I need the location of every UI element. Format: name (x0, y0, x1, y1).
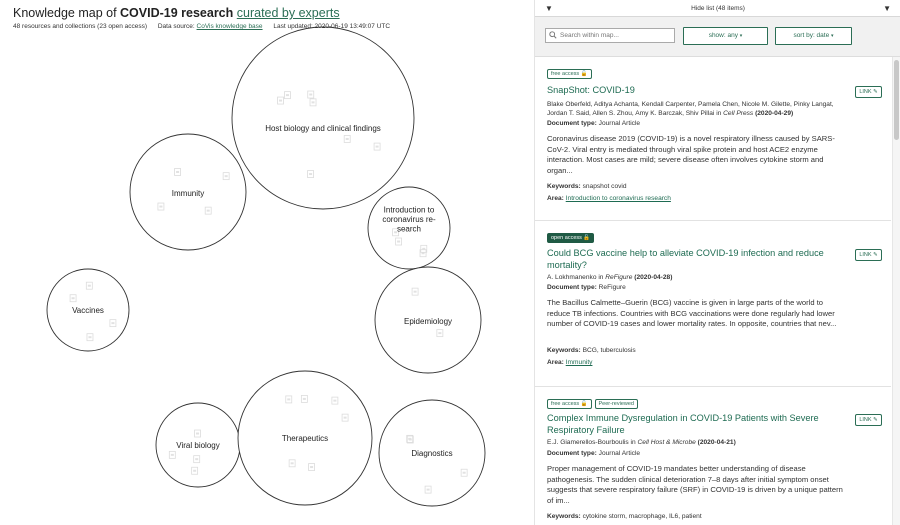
bubble-epidemiology[interactable] (375, 267, 481, 373)
document-icon-mark (312, 101, 315, 103)
item-title[interactable]: SnapShot: COVID-19 (547, 85, 635, 95)
map-subtitle (13, 23, 390, 30)
collapse-arrow-icon-right[interactable]: ▼ (883, 4, 891, 13)
bubble-label[interactable]: Diagnostics (411, 449, 453, 458)
badges (547, 69, 595, 79)
list-panel (534, 0, 900, 525)
search-icon (549, 31, 557, 39)
item-authors: A. Lokhmanenko in ReFigure (2020-04-28) (547, 274, 673, 281)
document-icon-mark (195, 458, 198, 460)
scroll-thumb[interactable] (894, 60, 899, 140)
document-icon-mark (310, 466, 313, 468)
badges (547, 399, 641, 409)
document-icon-mark (176, 171, 179, 173)
bubble-vaccines[interactable] (47, 269, 129, 351)
bubble-label[interactable]: Vaccines (72, 306, 104, 315)
document-icon-mark (408, 438, 411, 440)
document-icon-mark (193, 470, 196, 472)
last-updated: Last updated: 2020-06-19 13:49:07 UTC (273, 23, 391, 30)
bubble-label[interactable]: Immunity (171, 189, 205, 198)
chevron-down-icon: ▾ (831, 33, 834, 39)
document-icon-mark (72, 297, 75, 299)
access-badge: free access 🔓 (547, 69, 592, 79)
badges (547, 233, 597, 243)
list-toolbar (535, 17, 900, 57)
document-icon-mark (333, 400, 336, 402)
item-doc-type: Document type: Journal Article (547, 450, 641, 457)
curated-by-experts-link[interactable]: curated by experts (236, 6, 340, 20)
search-input[interactable] (545, 28, 675, 43)
bubble-viral-biology[interactable] (156, 403, 240, 487)
bubble-label[interactable]: Introduction to (383, 205, 435, 215)
document-icon-mark (171, 454, 174, 456)
area-link[interactable]: Immunity (565, 359, 593, 366)
document-icon-mark (286, 94, 289, 96)
item-abstract: Proper management of COVID-19 mandates better understanding of disease pathogenesis. The sudden clinical deterioration 7–8 days after initial symptom onset suggests that severe respiratory failure (SRF) in COVID-19 is driven by a unique pattern of im... (547, 464, 843, 505)
item-keywords: Keywords: BCG, tuberculosis (547, 347, 636, 354)
map-title-topic: COVID-19 research (120, 6, 234, 20)
document-icon-mark (438, 332, 441, 334)
bubble-host-biology[interactable] (232, 27, 414, 209)
external-link-button[interactable]: LINK ✎ (855, 249, 882, 261)
bubble-circle[interactable] (232, 27, 414, 209)
item-doc-type: Document type: Journal Article (547, 120, 641, 127)
document-icon-mark (111, 322, 114, 324)
bubble-label[interactable]: Viral biology (176, 441, 220, 450)
list-item[interactable] (535, 57, 891, 221)
bubble-label[interactable]: Host biology and clinical findings (265, 124, 381, 133)
hide-list-bar[interactable] (535, 0, 900, 17)
document-icon-mark (376, 146, 379, 148)
item-keywords: Keywords: snapshot covid (547, 183, 627, 190)
document-icon-mark (344, 417, 347, 419)
show-filter-dropdown[interactable] (683, 27, 768, 45)
document-icon-mark (287, 398, 290, 400)
bubble-introduction[interactable] (368, 187, 450, 269)
document-icon-mark (159, 206, 162, 208)
item-abstract: Coronavirus disease 2019 (COVID-19) is a novel respiratory illness caused by SARS-CoV-2. Viral entry is mediated through viral spike protein and host ACE2 enzyme interaction. Most cases are mild; severe disease often involves cytokine storm and organ... (547, 134, 835, 175)
document-icon-mark (196, 433, 199, 435)
hide-list-label[interactable]: Hide list (48 items) (691, 5, 745, 12)
show-filter-label: show: any (708, 32, 738, 39)
map-title (13, 6, 340, 20)
bubble-label[interactable]: Epidemiology (403, 317, 453, 326)
access-badge: open access 🔓 (547, 233, 594, 243)
data-source-label: Data source: (157, 23, 195, 30)
collapse-arrow-icon[interactable]: ▼ (545, 4, 553, 13)
bubble-therapeutics[interactable] (238, 371, 372, 505)
external-link-button[interactable]: LINK ✎ (855, 414, 882, 426)
document-icon-mark (414, 291, 417, 293)
document-icon-mark (279, 100, 282, 102)
document-icon-mark (309, 173, 312, 175)
document-icon-mark (422, 248, 425, 250)
document-icon-mark (463, 472, 466, 474)
access-badge: free access 🔓 (547, 399, 592, 409)
item-keywords: Keywords: cytokine storm, macrophage, IL6, patient (547, 513, 702, 520)
bubble-immunity[interactable] (130, 134, 246, 250)
item-title[interactable]: Complex Immune Dysregulation in COVID-19 Patients with Severe Respiratory Failure (547, 413, 819, 435)
bubble-label[interactable]: Therapeutics (281, 434, 329, 443)
list-item[interactable] (535, 387, 891, 525)
item-doc-type: Document type: ReFigure (547, 284, 626, 291)
chevron-down-icon: ▾ (739, 33, 743, 39)
item-title[interactable]: Could BCG vaccine help to alleviate COVID-19 infection and reduce mortality? (547, 248, 824, 270)
document-icon-mark (291, 462, 294, 464)
list-scrollbar[interactable] (892, 57, 900, 525)
document-icon-mark (225, 175, 228, 177)
sort-dropdown[interactable] (775, 27, 852, 45)
document-icon-mark (88, 285, 91, 287)
item-area: Area: Immunity (547, 359, 593, 366)
item-authors: Blake Oberfeld, Aditya Achanta, Kendall Carpenter, Pamela Chen, Nicole M. Gilette, Pinky Langat, Jordan T. Said, Allen S. Zhou, Amy K. Barczak, Shiv Pillai in Cell Press (2020-04-29) (547, 101, 834, 117)
document-icon-mark (88, 336, 91, 338)
document-icon-mark (346, 138, 349, 140)
bubble-label[interactable]: coronavirus re- (382, 215, 436, 224)
peer-reviewed-badge: Peer-reviewed (595, 399, 638, 409)
list-item[interactable] (535, 221, 891, 387)
item-area: Area: Introduction to coronavirus research (547, 195, 671, 202)
document-icon-mark (303, 398, 306, 400)
item-authors: E.J. Giamerellos-Bourboulis in Cell Host & Microbe (2020-04-21) (547, 439, 736, 446)
document-icon-mark (309, 94, 312, 96)
item-abstract: The Bacillus Calmette–Guerin (BCG) vaccine is given in large parts of the world to reduce TB infections. Countries with BCG vaccinations were done regularly had lower number of COVID-19 cases and lower mortality rates. In opposite, countries that nev... (547, 298, 837, 329)
document-icon-mark (427, 489, 430, 491)
map-title-prefix: Knowledge map of (13, 6, 121, 20)
sort-label: sort by: date (793, 32, 830, 39)
document-icon-mark (397, 241, 400, 243)
bubble-diagnostics[interactable] (379, 400, 485, 506)
external-link-button[interactable]: LINK ✎ (855, 86, 882, 98)
document-icon-mark (207, 210, 210, 212)
data-source-link[interactable]: CoVis knowledge base (196, 23, 263, 30)
bubble-label[interactable]: search (396, 224, 422, 234)
resource-count: 48 resources and collections (23 open access) (13, 23, 148, 30)
area-link[interactable]: Introduction to coronavirus research (565, 195, 671, 202)
